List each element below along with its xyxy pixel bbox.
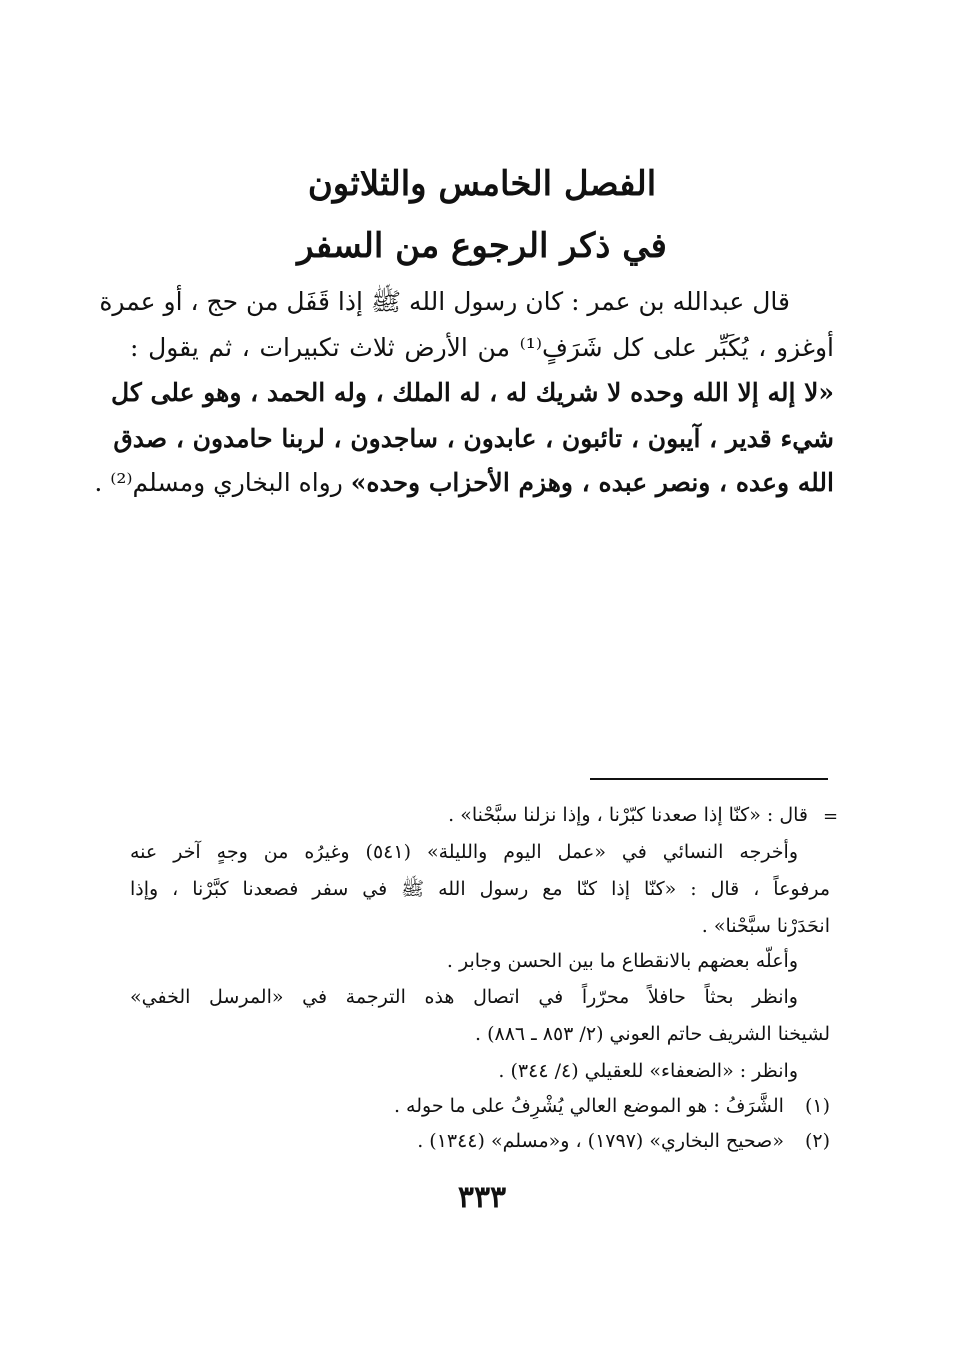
footnote-line-1: قال : «كنّا إذا صعدنا كبّرْنا ، وإذا نزلنا سبَّحْنا» . [448,804,808,826]
footnote-2 [330,1130,830,1152]
chapter-subtitle: في ذكر الرجوع من السفر [297,226,667,266]
footnote-number-2: (٢) [804,1130,830,1152]
narration-source: رواه البخاري ومسلم⁽²⁾ . [94,468,351,497]
body-line-4: شيء قدير ، آيبون ، تائبون ، عابدون ، ساجدون ، لربنا حامدون ، صدق [113,424,834,453]
footnote-line-8: وانظر : «الضعفاء» للعقيلي (٤/ ٣٤٤) . [498,1060,798,1082]
body-line-3: «لا إله إلا الله وحده لا شريك له ، له الملك ، وله الحمد ، وهو على كل [110,378,834,407]
footnote-text-2: «صحيح البخاري» (١٧٩٧) ، و«مسلم» (١٣٤٤) . [417,1130,784,1152]
footnote-line-2: وأخرجه النسائي في «عمل اليوم والليلة» (٥٤١) وغيرُه من وجهٍ آخر عنه [130,841,798,863]
page-number: ٣٣٣ [457,1180,507,1215]
hadith-ending: الله وعده ، ونصر عبده ، وهزم الأحزاب وحده» [350,468,834,497]
footnote-1 [330,1095,830,1117]
footnote-divider [590,778,828,780]
footnote-line-3: مرفوعاً ، قال : «كنّا إذا كنّا مع رسول الله ﷺ في سفر فصعدنا كبَّرْنا ، وإذا [130,878,830,900]
footnote-text-1: الشَّرَفُ : هو الموضع العالي يُشْرِفُ على ما حوله . [393,1095,784,1117]
footnote-line-6: وانظر بحثاً حافلاً محرّراً في اتصال هذه الترجمة في «المرسل الخفي» [130,986,798,1008]
footnote-line-4: انحَدَرْنا سبَّحْنا» . [701,915,830,937]
body-line-5 [94,468,834,497]
footnote-line-7: لشيخنا الشريف حاتم العوني (٢/ ٨٥٣ ـ ٨٨٦) . [474,1023,830,1045]
body-line-2: أوغزو ، يُكَبِّر على كل شَرَفٍ⁽¹⁾ من الأرض ثلاث تكبيرات ، ثم يقول : [130,333,835,362]
footnote-continuation-mark: = [823,806,839,827]
footnote-line-5: وأعلّه بعضهم بالانقطاع ما بين الحسن وجابر . [446,950,798,972]
footnote-number-1: (١) [804,1095,830,1117]
chapter-title: الفصل الخامس والثلاثون [307,164,657,204]
body-line-1: قال عبدالله بن عمر : كان رسول الله ﷺ إذا قَفَل من حج ، أو عمرة [99,287,790,316]
